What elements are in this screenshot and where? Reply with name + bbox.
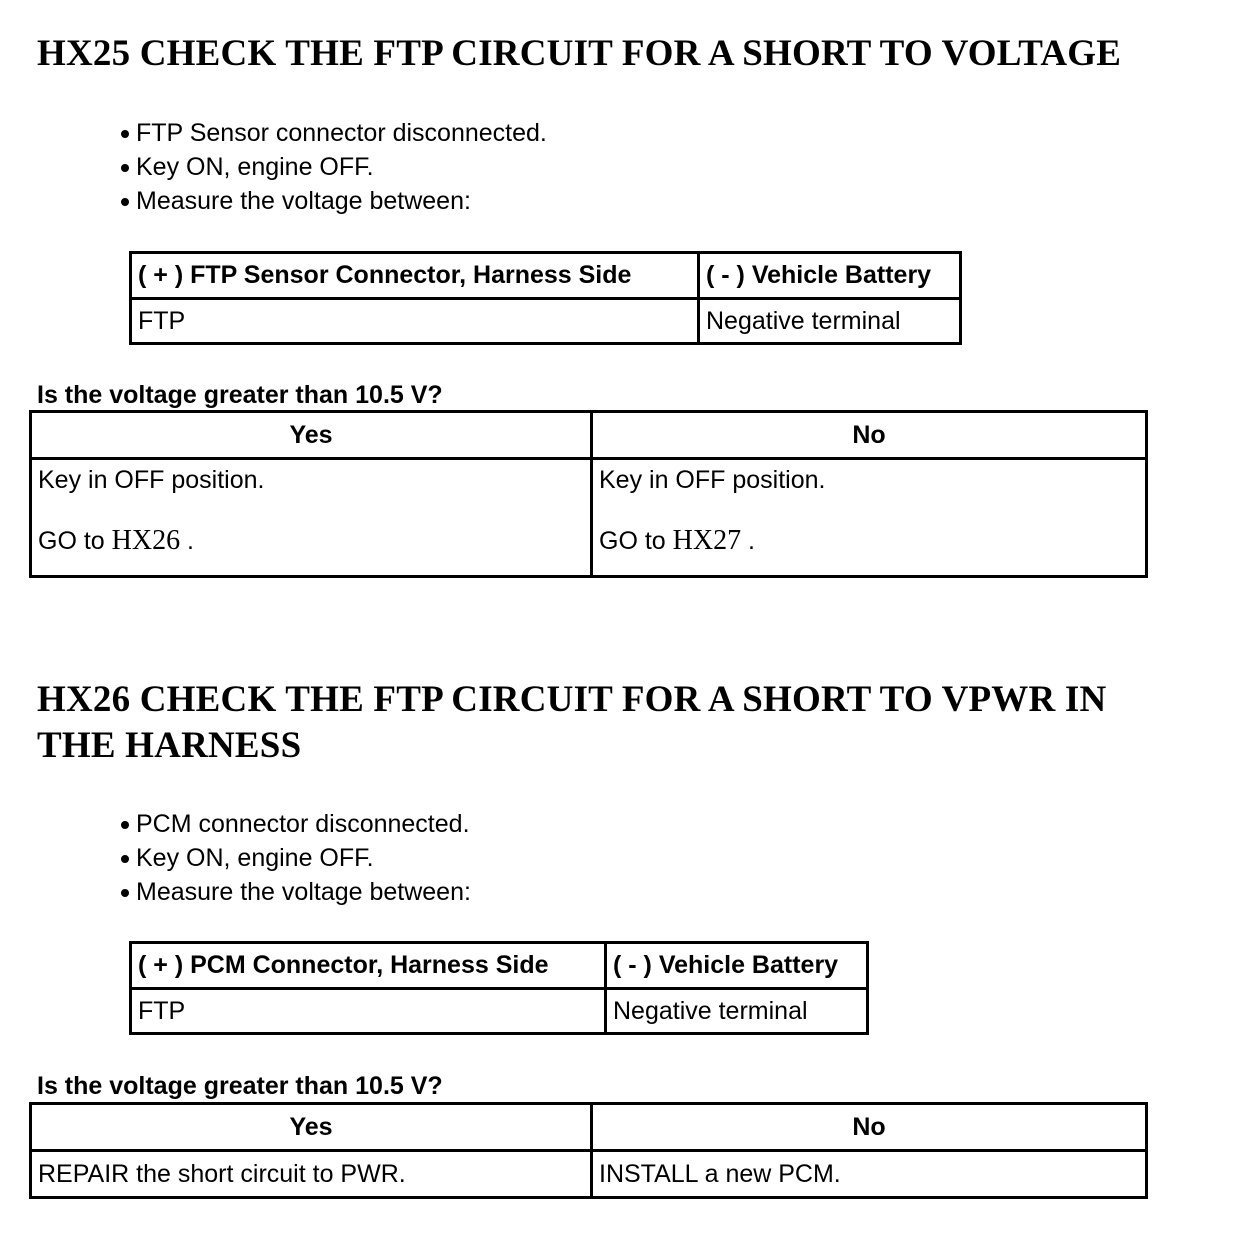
hx25-bullet-list [118,116,547,218]
no-go-line [599,525,1139,557]
go-to-label: GO to [38,527,105,555]
bullet-item: Key ON, engine OFF. [118,841,471,875]
bullet-item: Key ON, engine OFF. [118,150,547,184]
hx26-heading [37,677,1106,769]
no-cell [592,459,1147,577]
table-header: ( + ) PCM Connector, Harness Side [131,943,606,989]
yes-header: Yes [31,1104,592,1151]
yes-cell [31,459,592,577]
no-cell: INSTALL a new PCM. [592,1151,1147,1198]
hx25-measure-table [129,251,962,345]
no-header: No [592,412,1147,459]
hx26-decision-table [29,1102,1148,1199]
no-header: No [592,1104,1147,1151]
go-to-label: GO to [599,527,666,555]
hx25-decision-table [29,410,1148,578]
no-step-text: Key in OFF position. [599,466,826,494]
table-header: ( - ) Vehicle Battery [606,943,868,989]
table-cell: FTP [131,299,699,344]
table-cell: FTP [131,989,606,1034]
hx25-heading: HX25 CHECK THE FTP CIRCUIT FOR A SHORT TO VOLTAGE [37,33,1122,74]
bullet-item: Measure the voltage between: [118,875,471,909]
table-cell: Negative terminal [699,299,961,344]
bullet-item: PCM connector disconnected. [118,807,471,841]
hx26-link[interactable]: HX26 [111,525,181,556]
yes-step-text: Key in OFF position. [38,466,265,494]
hx26-heading-line1: HX26 CHECK THE FTP CIRCUIT FOR A SHORT TO VPWR IN [37,679,1107,720]
period: . [187,527,194,555]
hx26-bullet-list [118,807,471,909]
yes-cell: REPAIR the short circuit to PWR. [31,1151,592,1198]
yes-header: Yes [31,412,592,459]
hx26-heading-line2: THE HARNESS [37,725,302,766]
hx25-question: Is the voltage greater than 10.5 V? [37,381,443,409]
hx26-question: Is the voltage greater than 10.5 V? [37,1072,443,1100]
yes-go-line [38,525,584,557]
table-header: ( - ) Vehicle Battery [699,253,961,299]
table-cell: Negative terminal [606,989,868,1034]
bullet-item: FTP Sensor connector disconnected. [118,116,547,150]
table-header: ( + ) FTP Sensor Connector, Harness Side [131,253,699,299]
bullet-item: Measure the voltage between: [118,184,547,218]
hx26-measure-table [129,941,869,1035]
hx27-link[interactable]: HX27 [672,525,742,556]
period: . [748,527,755,555]
